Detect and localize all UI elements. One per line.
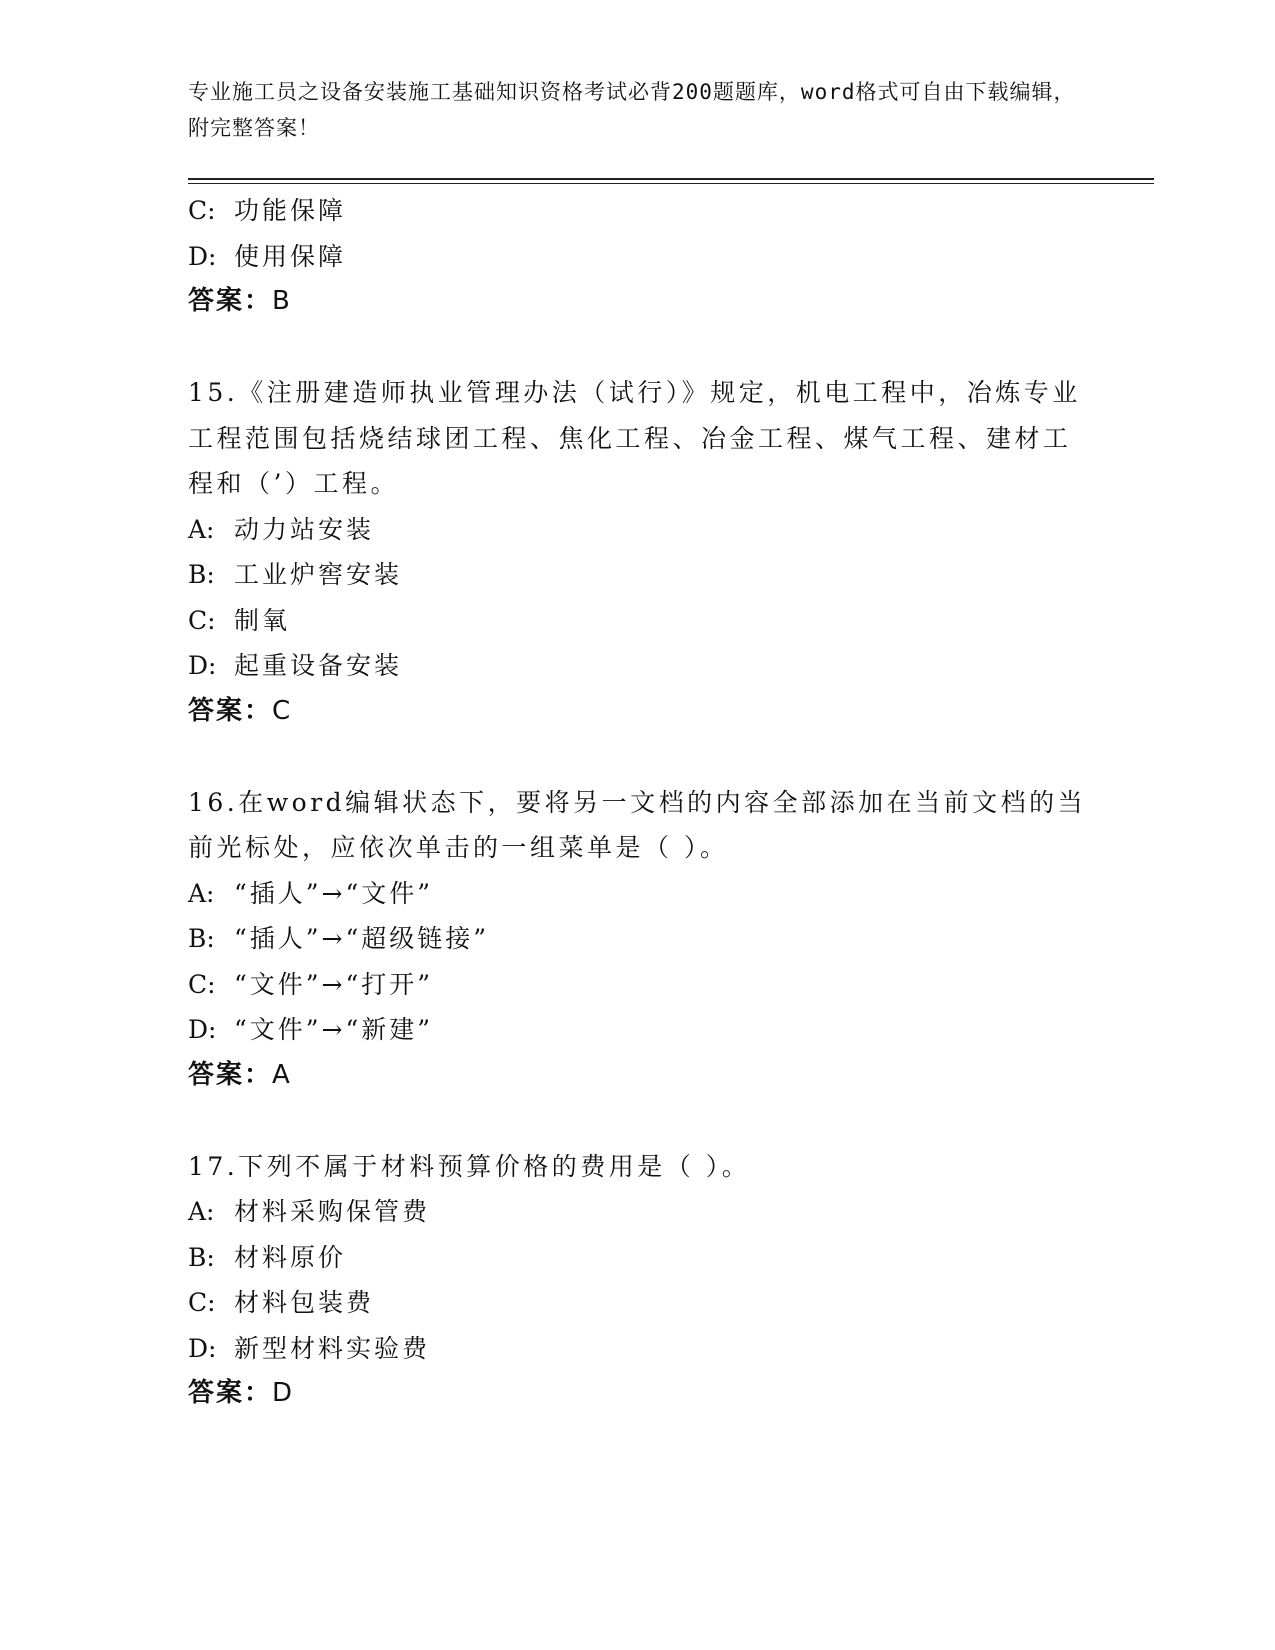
document-body [188, 188, 1088, 1417]
answer-line: 答案：A [188, 1059, 292, 1090]
answer-line: 答案：B [188, 286, 292, 316]
option-d: D: 新型材料实验费 [188, 1333, 431, 1363]
question-stem: 15.《注册建造师执业管理办法（试行）》规定，机电工程中，冶炼专业工程范围包括烧结球团工程、焦化工程、冶金工程、煤气工程、建材工程和（’）工程。 [188, 378, 1081, 498]
option-c: C: “文件”→“打开” [188, 969, 434, 999]
option-d: D: 起重设备安装 [188, 651, 403, 680]
answer-line: 答案：D [188, 1378, 295, 1408]
option-a: A: 动力站安装 [188, 514, 375, 544]
option-b: B: “插人”→“超级链接” [188, 924, 490, 953]
option-c: C: 功能保障 [188, 196, 347, 225]
question-stem: 16.在word编辑状态下，要将另一文档的内容全部添加在当前文档的当前光标处，应依次单击的一组菜单是（ ）。 [188, 787, 1087, 862]
continued-question [188, 188, 1088, 325]
option-d: D: 使用保障 [188, 241, 347, 271]
option-c: C: 制氧 [188, 605, 291, 635]
document-title: 专业施工员之设备安装施工基础知识资格考试必背200题题库，word格式可自由下载编辑，附完整答案！ [188, 80, 1076, 140]
answer-value: D [272, 1378, 295, 1408]
option-b: B: 工业炉窖安装 [188, 560, 403, 589]
header-rule-thin [188, 183, 1154, 184]
option-d: D: “文件”→“新建” [188, 1015, 434, 1044]
page-header [188, 74, 1088, 146]
answer-line: 答案：C [188, 695, 293, 726]
question-17 [188, 1144, 1088, 1417]
option-a: A: “插人”→“文件” [188, 878, 434, 908]
header-rule-thick [188, 178, 1154, 180]
option-a: A: 材料采购保管费 [188, 1197, 431, 1226]
question-15 [188, 370, 1088, 734]
answer-value: A [272, 1059, 292, 1090]
option-b: B: 材料原价 [188, 1242, 347, 1272]
answer-value: C [272, 695, 293, 726]
question-16 [188, 780, 1088, 1099]
question-stem: 17.下列不属于材料预算价格的费用是（ ）。 [188, 1151, 751, 1181]
option-c: C: 材料包装费 [188, 1288, 375, 1317]
answer-value: B [272, 286, 292, 316]
